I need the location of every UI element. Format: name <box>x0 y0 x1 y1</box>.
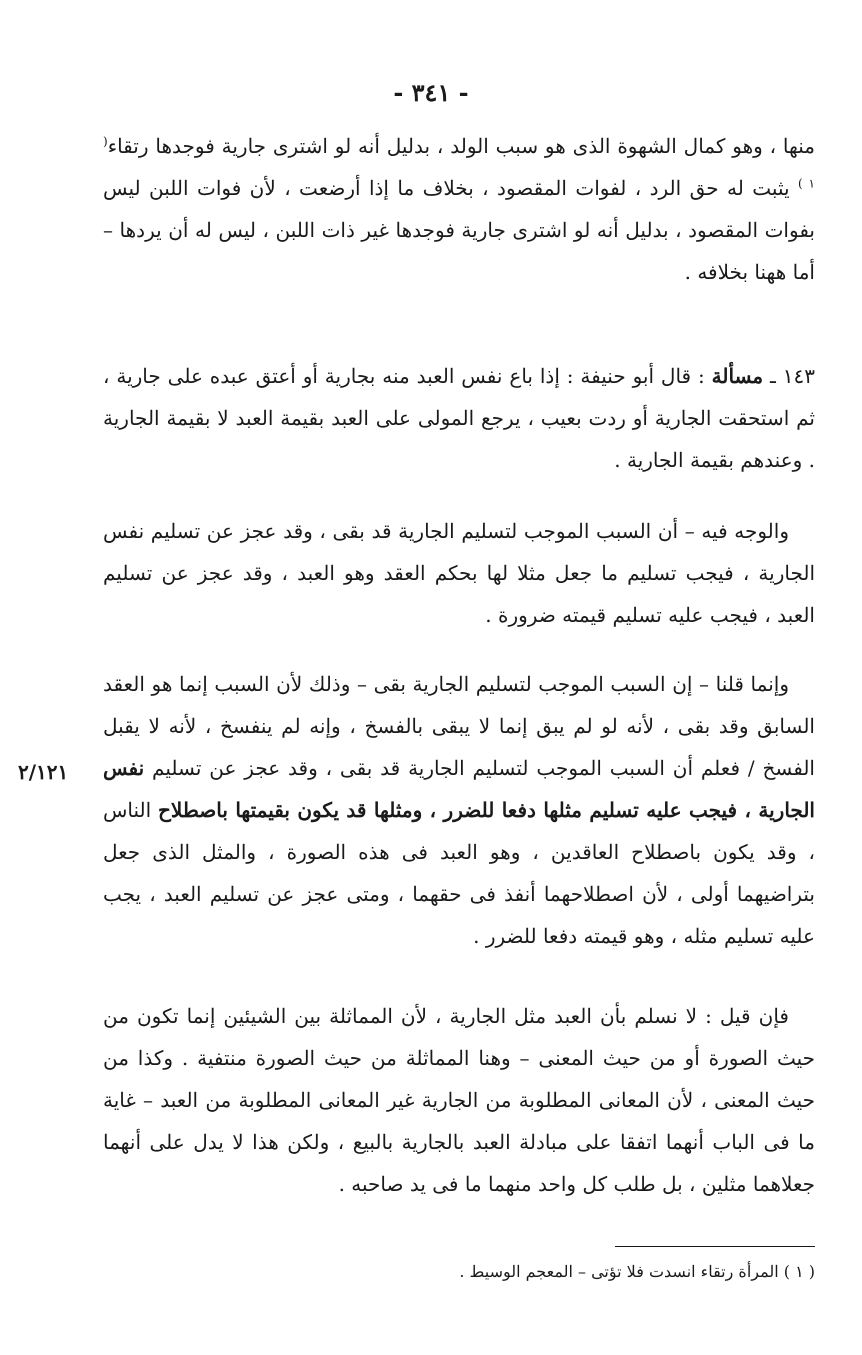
footnote: ( ١ ) المرأة رتقاء انسدت فلا تؤتى – المعجم الوسيط . <box>459 1262 815 1281</box>
footnote-marker: ( ١ ) <box>103 134 815 191</box>
paragraph-4-text-cont: الناس ، وقد يكون باصطلاح العاقدين ، وهو العبد فى هذه الصورة ، والمثل الذى جعل بتراضيهما أولى ، لأن اصطلاحهما أنفذ فى حقهما ، ومتى عجز عن تسليم العبد ، يجب عليه تسليم مثله ، وهو قيمته دفعا للضرر . <box>103 798 815 948</box>
paragraph-1 <box>103 125 815 293</box>
paragraph-2-text: : قال أبو حنيفة : إذا باع نفس العبد منه بجارية أو أعتق عبده على جارية ، ثم استحقت الجارية أو ردت بعيب ، يرجع المولى على العبد بقيمة العبد لا بقيمة الجارية . وعندهم بقيمة الجارية . <box>103 364 815 472</box>
page-number: - ٣٤١ - <box>393 78 469 107</box>
paragraph-1-text-cont: يثبت له حق الرد ، لفوات المقصود ، بخلاف ما إذا أرضعت ، لأن فوات اللبن ليس بفوات المقصود ، بدليل أنه لو اشترى جارية فوجدها غير ذات اللبن ، ليس له أن يردها – أما ههنا بخلافه . <box>103 176 815 284</box>
footnote-divider <box>615 1246 815 1247</box>
paragraph-3-text: والوجه فيه – أن السبب الموجب لتسليم الجارية قد بقى ، وقد عجز عن تسليم نفس الجارية ، فيجب تسليم ما جعل مثلا لها بحكم العقد وهو العبد ، وقد عجز عن تسليم العبد ، فيجب عليه تسليم قيمته ضرورة . <box>103 519 815 627</box>
issue-number: ١٤٣ ـ <box>770 364 816 388</box>
margin-reference: ٢/١٢١ <box>18 760 69 784</box>
paragraph-2 <box>103 355 815 481</box>
paragraph-1-text: منها ، وهو كمال الشهوة الذى هو سبب الولد ، بدليل أنه لو اشترى جارية فوجدها رتقاء <box>107 134 815 158</box>
paragraph-4 <box>103 663 815 957</box>
paragraph-4-text: وإنما قلنا – إن السبب الموجب لتسليم الجارية بقى – وذلك لأن السبب إنما هو العقد السابق وقد بقى ، لأنه لو لم يبق إنما لا يبقى بالفسخ ، وإنه لم ينفسخ ، لأنه لا يقبل الفسخ / فعلم أن السبب الموجب لتسليم الجارية قد بقى ، وقد عجز عن تسليم <box>103 672 815 780</box>
paragraph-4-bold: نفس الجارية ، فيجب عليه تسليم مثلها دفعا للضرر ، ومثلها قد يكون بقيمتها باصطلاح <box>103 756 815 822</box>
paragraph-5-text: فإن قيل : لا نسلم بأن العبد مثل الجارية ، لأن المماثلة بين الشيئين إنما تكون من حيث الصورة أو من حيث المعنى – وهنا المماثلة من حيث الصورة منتفية . وكذا من حيث المعنى ، لأن المعانى المطلوبة من الجارية غير المعانى المطلوبة من العبد – غاية ما فى الباب أنهما اتفقا على مبادلة العبد بالجارية بالبيع ، ولكن هذا لا يدل على أنهما جعلاهما مثلين ، بل طلب كل واحد منهما ما فى يد صاحبه . <box>103 1004 815 1196</box>
paragraph-5 <box>103 995 815 1205</box>
issue-label: مسألة <box>711 364 764 388</box>
paragraph-3 <box>103 510 815 636</box>
